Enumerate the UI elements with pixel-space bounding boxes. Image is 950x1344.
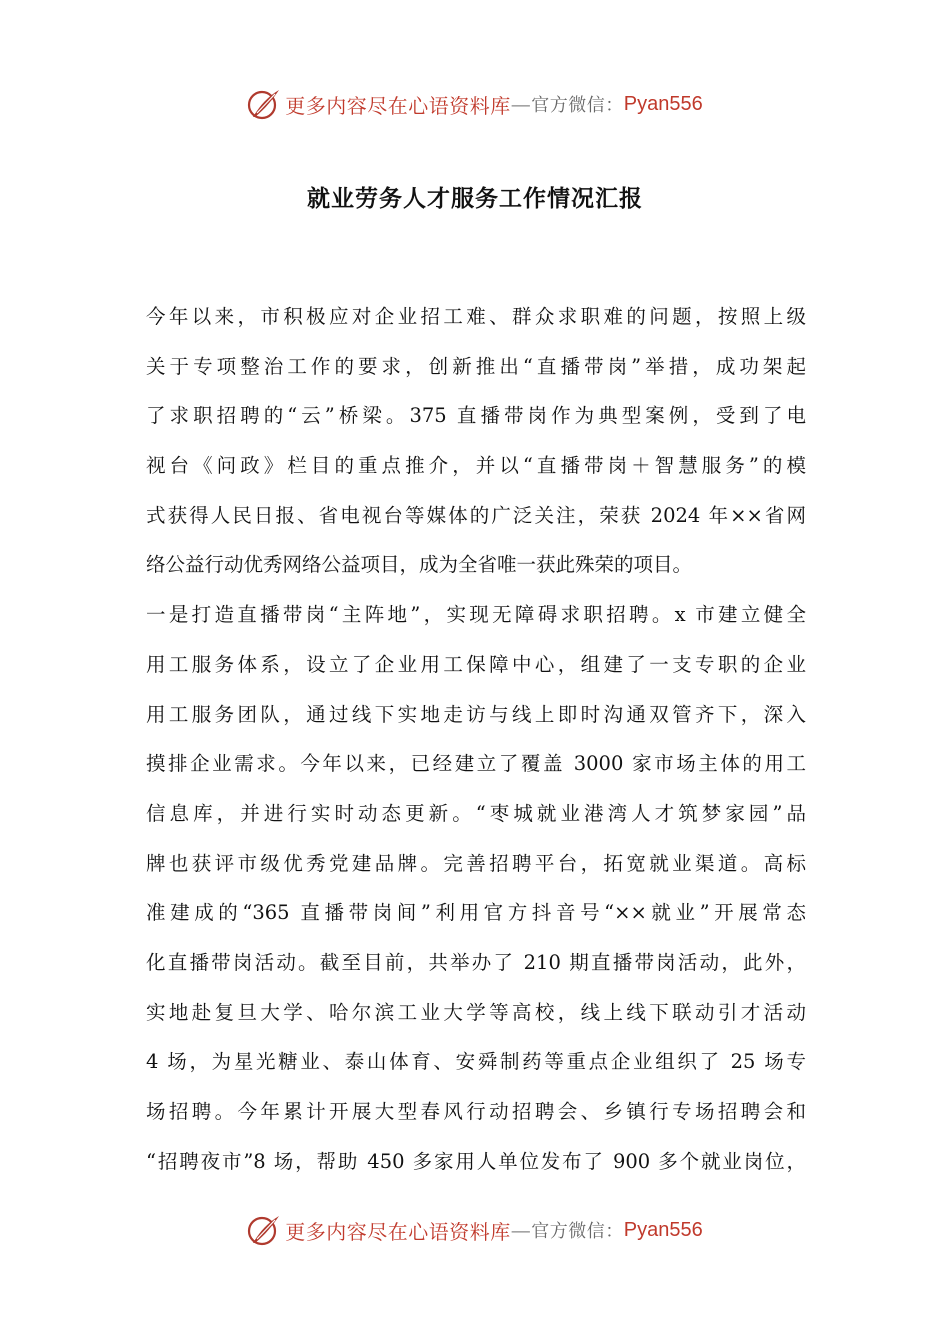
header-banner bbox=[0, 84, 950, 124]
text-line: 关于专项整治工作的要求，创新推出“直播带岗”举措，成功架起 bbox=[146, 354, 806, 378]
text-line: 牌也获评市级优秀党建品牌。完善招聘平台，拓宽就业渠道。高标 bbox=[146, 851, 806, 875]
text-line: 信息库，并进行实时动态更新。“枣城就业港湾人才筑梦家园”品 bbox=[146, 801, 806, 825]
text-line: 式获得人民日报、省电视台等媒体的广泛关注，荣获 2024 年××省网 bbox=[146, 503, 806, 527]
text-line: 化直播带岗活动。截至目前，共举办了 210 期直播带岗活动，此外， bbox=[146, 950, 806, 974]
quill-pen-logo-icon bbox=[247, 87, 281, 121]
banner-main-text: 更多内容尽在心语资料库 bbox=[285, 93, 511, 118]
text-line: 用工服务团队，通过线下实地走访与线上即时沟通双管齐下，深入 bbox=[146, 702, 806, 726]
text-line: 准建成的“365 直播带岗间”利用官方抖音号“××就业”开展常态 bbox=[146, 901, 806, 925]
text-line: 场招聘。今年累计开展大型春风行动招聘会、乡镇行专场招聘会和 bbox=[146, 1100, 806, 1123]
text-line: 了求职招聘的“云”桥梁。375 直播带岗作为典型案例，受到了电 bbox=[146, 404, 806, 428]
banner-wechat-label: 官方微信： bbox=[531, 95, 624, 116]
text-line: 络公益行动优秀网络公益项目，成为全省唯一获此殊荣的项目。 bbox=[146, 553, 693, 577]
text-line: 视台《问政》栏目的重点推介，并以“直播带岗＋智慧服务”的模 bbox=[146, 454, 806, 478]
text-line: 摸排企业需求。今年以来，已经建立了覆盖 3000 家市场主体的用工 bbox=[146, 752, 806, 776]
banner-wechat-label: 官方微信： bbox=[531, 1221, 624, 1242]
document-title: 就业劳务人才服务工作情况汇报 bbox=[307, 185, 643, 212]
text-line: 用工服务体系，设立了企业用工保障中心，组建了一支专职的企业 bbox=[146, 652, 806, 676]
document-body bbox=[146, 292, 806, 1186]
text-line: 4 场，为星光糖业、泰山体育、安舜制药等重点企业组织了 25 场专 bbox=[146, 1050, 806, 1074]
text-line: 实地赴复旦大学、哈尔滨工业大学等高校，线上线下联动引才活动 bbox=[146, 1000, 806, 1024]
banner-wechat-id: Pyan556 bbox=[623, 1218, 703, 1241]
footer-banner bbox=[0, 1210, 950, 1250]
banner-separator: — bbox=[510, 92, 532, 116]
banner-main-text: 更多内容尽在心语资料库 bbox=[285, 1219, 511, 1244]
text-line: “招聘夜市”8 场，帮助 450 多家用人单位发布了 900 多个就业岗位， bbox=[146, 1149, 806, 1173]
quill-pen-logo-icon bbox=[247, 1213, 281, 1247]
text-line: 一是打造直播带岗“主阵地”，实现无障碍求职招聘。x 市建立健全 bbox=[146, 603, 806, 627]
banner-wechat-id: Pyan556 bbox=[623, 92, 703, 115]
text-line: 今年以来，市积极应对企业招工难、群众求职难的问题，按照上级 bbox=[146, 305, 806, 328]
banner-separator: — bbox=[510, 1218, 532, 1242]
